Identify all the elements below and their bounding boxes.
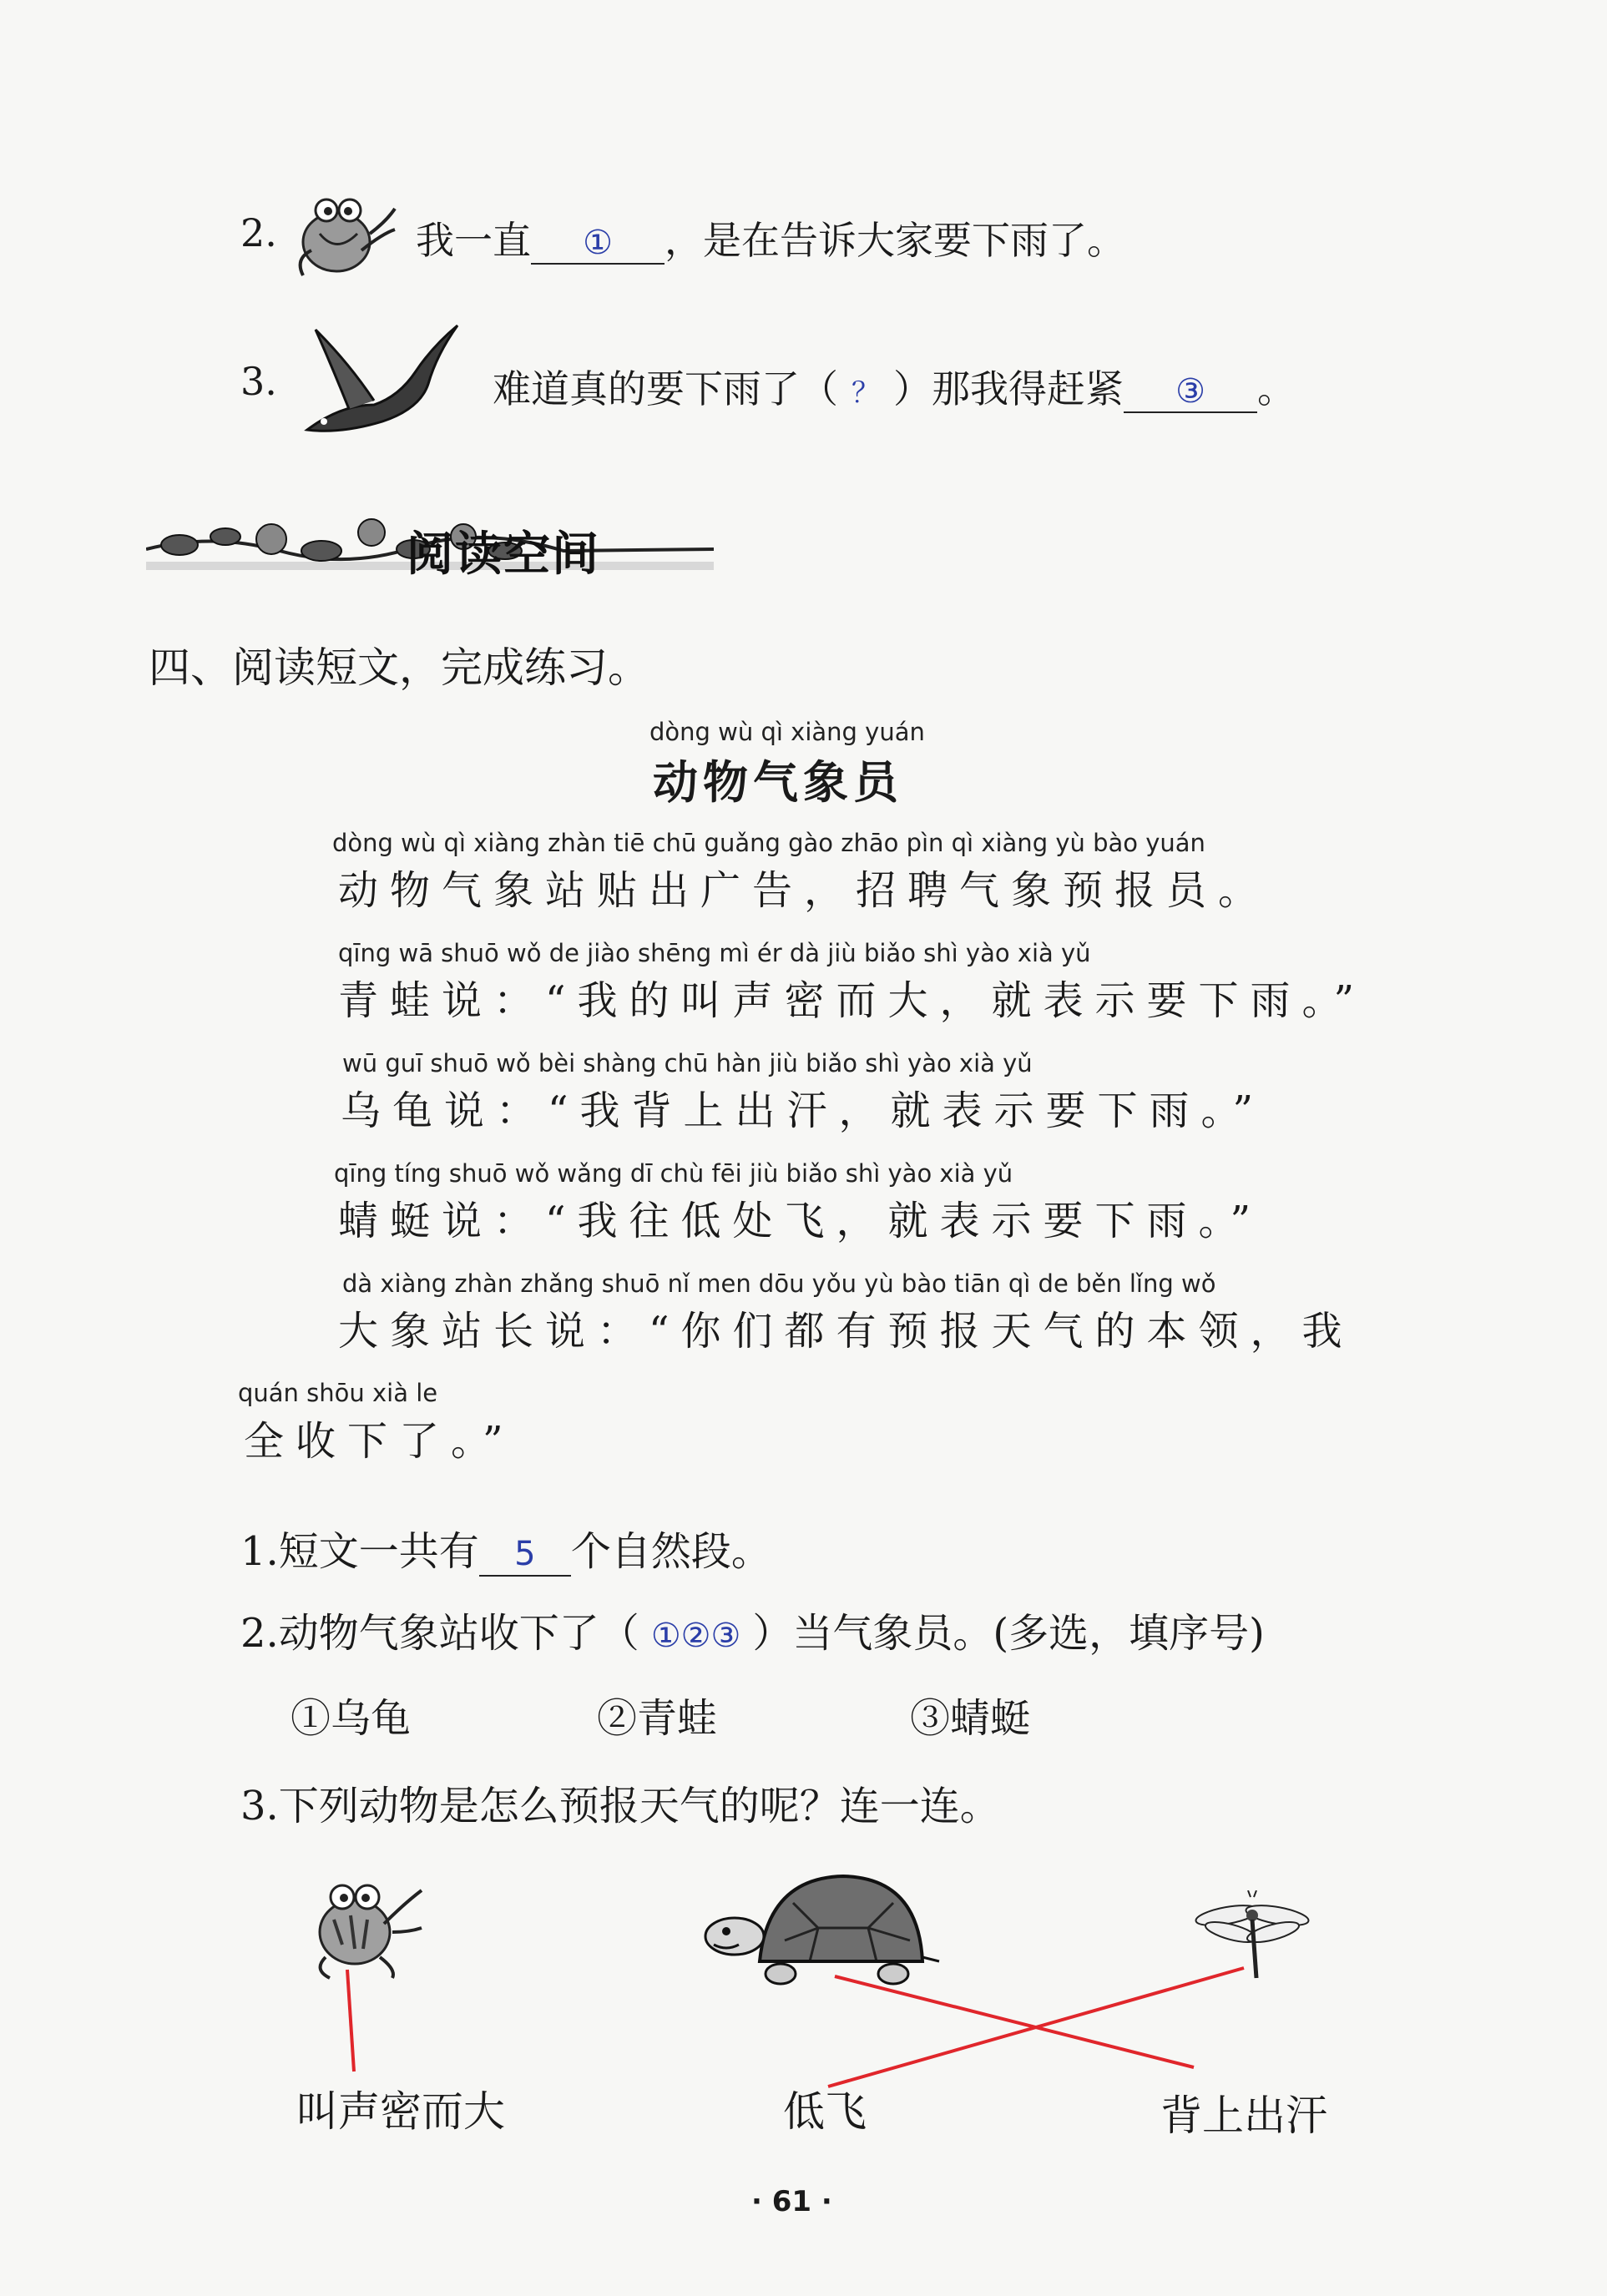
passage-text-line-3: 乌龟说：“我背上出汗，就表示要下雨。” xyxy=(341,1087,1266,1134)
passage-pinyin-line-1: dòng wù qì xiàng zhàn tiē chū guǎng gào zhāo pìn qì xiàng yù bào yuán xyxy=(332,829,1205,857)
match-label-3[interactable]: 背上出汗 xyxy=(1160,2092,1327,2140)
exercise-2: 2.动物气象站收下了（ ①②③ ）当气象员。(多选，填序号) xyxy=(240,1610,1265,1657)
passage-title-pinyin: dòng wù qì xiàng yuán xyxy=(649,718,925,746)
passage-text-line-1: 动物气象站贴出广告，招聘气象预报员。 xyxy=(338,867,1271,914)
question-2-text: 我一直 ① ，是在告诉大家要下雨了。 xyxy=(416,218,1125,263)
question-3-paren-answer[interactable]: ？ xyxy=(852,376,880,410)
passage-pinyin-line-5: dà xiàng zhàn zhǎng shuō nǐ men dōu yǒu yù bào tiān qì de běn lǐng wǒ xyxy=(342,1269,1216,1298)
passage-text-line-4: 蜻蜓说：“我往低处飞，就表示要下雨。” xyxy=(338,1198,1263,1244)
match-line-dragonfly xyxy=(828,1968,1244,2087)
exercise-2-option-1: ①乌龟 xyxy=(291,1695,412,1742)
passage-pinyin-line-6: quán shōu xià le xyxy=(238,1379,438,1407)
match-line-frog xyxy=(347,1970,354,2071)
passage-text-line-5: 大象站长说：“你们都有预报天气的本领，我 xyxy=(338,1308,1354,1355)
section-banner-title: 阅读空间 xyxy=(407,527,600,582)
exercise-1-blank[interactable]: 5 xyxy=(479,1528,571,1577)
exercise-1: 1.短文一共有 5 个自然段。 xyxy=(240,1528,771,1575)
question-3-text: 难道真的要下雨了（ ？ ）那我得赶紧 ③ 。 xyxy=(493,366,1296,411)
page-number: · 61 · xyxy=(751,2185,832,2218)
passage-pinyin-line-3: wū guī shuō wǒ bèi shàng chū hàn jiù biǎo shì yào xià yǔ xyxy=(342,1049,1033,1077)
exercise-2-answer[interactable]: ①②③ xyxy=(650,1617,741,1655)
exercise-3: 3.下列动物是怎么预报天气的呢？连一连。 xyxy=(240,1783,1000,1829)
question-2-number: 2. xyxy=(240,210,277,255)
match-label-1[interactable]: 叫声密而大 xyxy=(296,2087,505,2136)
section-heading: 四、阅读短文，完成练习。 xyxy=(149,643,649,692)
passage-pinyin-line-2: qīng wā shuō wǒ de jiào shēng mì ér dà jiù biǎo shì yào xià yǔ xyxy=(338,939,1091,967)
exercise-2-option-3: ③蜻蜓 xyxy=(910,1695,1031,1742)
question-2-blank[interactable]: ① xyxy=(531,218,665,265)
passage-text-line-2: 青蛙说：“我的叫声密而大，就表示要下雨。” xyxy=(338,977,1367,1024)
question-3-number: 3. xyxy=(240,359,277,404)
question-3-blank[interactable]: ③ xyxy=(1124,366,1257,413)
exercise-2-option-2: ②青蛙 xyxy=(597,1695,718,1742)
match-label-2[interactable]: 低飞 xyxy=(783,2087,867,2136)
match-line-turtle xyxy=(835,1976,1194,2067)
passage-title: 动物气象员 xyxy=(653,755,903,809)
passage-text-line-6: 全收下了。” xyxy=(244,1418,515,1465)
passage-pinyin-line-4: qīng tíng shuō wǒ wǎng dī chù fēi jiù biǎo shì yào xià yǔ xyxy=(334,1159,1013,1188)
